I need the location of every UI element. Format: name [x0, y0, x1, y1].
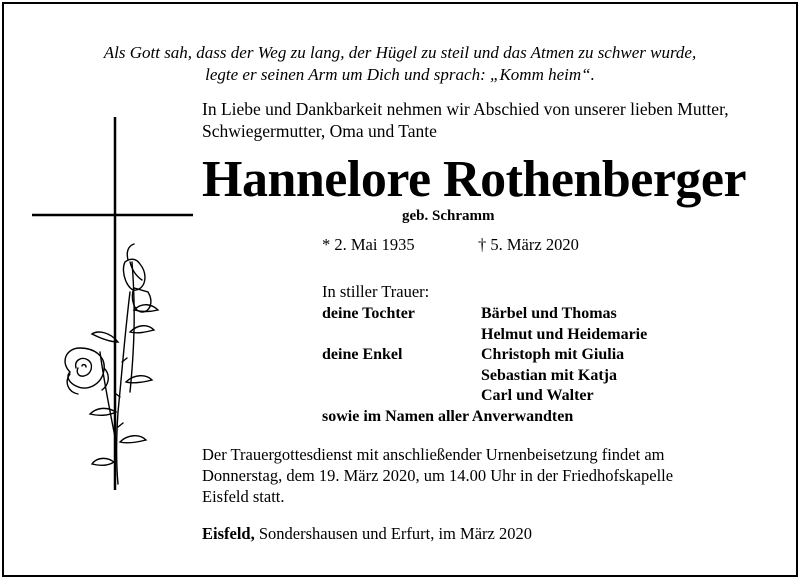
family-relation: deine Tochter	[322, 305, 415, 322]
family-relation: sowie im Namen aller Anverwandten	[322, 407, 574, 425]
intro-line: Schwiegermutter, Oma und Tante	[202, 121, 437, 141]
birth-date: * 2. Mai 1935	[322, 235, 415, 254]
cross-icon	[32, 117, 193, 490]
rose-icon	[65, 244, 158, 484]
service-line: Eisfeld statt.	[202, 487, 285, 506]
mourning-label: In stiller Trauer:	[322, 282, 430, 301]
maiden-name: geb. Schramm	[402, 208, 495, 224]
intro-line: In Liebe und Dankbarkeit nehmen wir Abschied von unserer lieben Mutter,	[202, 99, 729, 119]
deceased-name: Hannelore Rothenberger	[202, 151, 747, 208]
opening-quote	[0, 42, 800, 86]
family-row	[322, 325, 722, 346]
family-relation: deine Enkel	[322, 346, 403, 363]
family-names: Carl und Walter	[481, 387, 594, 404]
place-rest: Sondershausen und Erfurt, im März 2020	[254, 524, 532, 543]
cross-and-rose-illustration	[30, 112, 205, 497]
service-line: Donnerstag, dem 19. März 2020, um 14.00 Uhr in der Friedhofskapelle	[202, 466, 674, 485]
service-line: Der Trauergottesdienst mit anschließender Urnenbeisetzung findet am	[202, 445, 665, 464]
family-names: Helmut und Heidemarie	[481, 325, 648, 343]
family-names: Christoph mit Giulia	[481, 346, 625, 363]
place-town: Eisfeld,	[202, 524, 255, 543]
family-names: Bärbel und Thomas	[481, 305, 617, 322]
family-list	[322, 304, 722, 427]
death-date: † 5. März 2020	[478, 235, 579, 254]
family-names: Sebastian mit Katja	[481, 366, 617, 384]
family-row	[322, 345, 722, 366]
family-row	[322, 304, 722, 325]
quote-line: Als Gott sah, dass der Weg zu lang, der Hügel zu steil und das Atmen zu schwer wurde,	[103, 43, 697, 62]
service-notice	[202, 444, 762, 507]
quote-line: legte er seinen Arm um Dich und sprach: „Komm heim“.	[205, 65, 595, 84]
family-row	[322, 407, 722, 428]
intro-text	[202, 98, 782, 142]
family-row	[322, 366, 722, 387]
family-row	[322, 386, 722, 407]
place-and-date	[202, 524, 532, 544]
